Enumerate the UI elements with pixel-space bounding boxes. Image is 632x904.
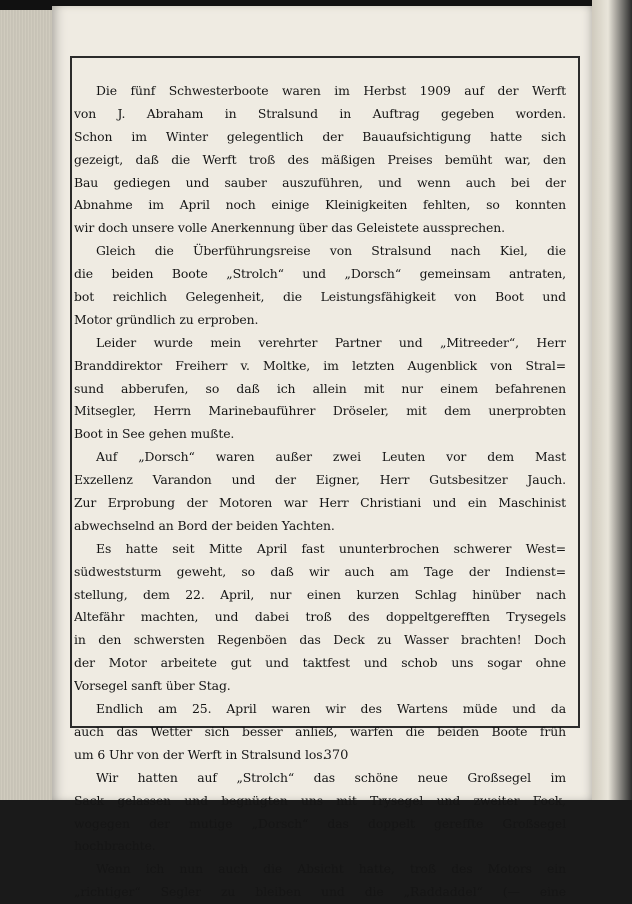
text-line: Auf „Dorsch“ waren außer zwei Leuten vor dem Mast (96, 449, 566, 465)
text-line: Abnahme im April noch einige Kleinigkeiten fehlten, so konnten (74, 197, 566, 213)
text-line: Schon im Winter gelegentlich der Bauaufsichtigung hatte sich (74, 128, 566, 144)
text-line: südweststurm geweht, so daß wir auch am Tage der Indienst= (74, 563, 566, 579)
text-line: Boot in See gehen mußte. (74, 426, 235, 442)
text-line: Gleich die Überführungsreise von Stralsund nach Kiel, die (96, 243, 566, 259)
text-line: bot reichlich Gelegenheit, die Leistungsfähigkeit von Boot und (74, 289, 566, 305)
text-line: Branddirektor Freiherr v. Moltke, im letzten Augenblick von Stral= (74, 357, 566, 373)
text-line: Altefähr machten, und dabei troß des doppeltgerefften Trysegels (74, 609, 566, 625)
body-text (74, 80, 566, 904)
text-line: Vorsegel sanft über Stag. (74, 678, 231, 694)
text-line: wir doch unsere volle Anerkennung über das Geleistete aussprechen. (74, 220, 505, 236)
text-line: von J. Abraham in Stralsund in Auftrag gegeben worden. (74, 105, 566, 121)
text-line: wogegen der mutige „Dorsch“ das doppelt gereffte Großsegel (74, 815, 566, 831)
page-number: 370 (323, 748, 349, 763)
text-line: gezeigt, daß die Werft troß des mäßigen Preises bemüht war, den (74, 151, 566, 167)
text-line: Wenn ich nun auch die Absicht hatte, troß des Motors ein (96, 861, 566, 877)
text-line: Es hatte seit Mitte April fast ununterbrochen schwerer West= (96, 540, 566, 556)
text-line: hochbrachte. (74, 838, 156, 854)
page-edges-left (0, 10, 52, 800)
text-line: Mitsegler, Herrn Marinebauführer Dröseler, mit dem unerprobten (74, 403, 566, 419)
text-line: der Motor arbeitete gut und taktfest und schob uns sogar ohne (74, 655, 566, 671)
text-line: Sack gelassen und begnügten uns mit Trysegel und zweiter Fock, (74, 792, 566, 808)
text-line: Endlich am 25. April waren wir des Wartens müde und da (96, 701, 566, 717)
text-line: Leider wurde mein verehrter Partner und „Mitreeder“, Herr (96, 334, 566, 350)
text-line: Exzellenz Varandon und der Eigner, Herr Gutsbesitzer Jauch. (74, 472, 566, 488)
text-line: Zur Erprobung der Motoren war Herr Christiani und ein Maschinist (74, 495, 566, 511)
text-line: um 6 Uhr von der Werft in Stralsund los. (74, 746, 327, 762)
text-line: Motor gründlich zu erproben. (74, 311, 259, 327)
text-line: sund abberufen, so daß ich allein mit nur einem befahrenen (74, 380, 566, 396)
text-line: stellung, dem 22. April, nur einen kurzen Schlag hinüber nach (74, 586, 566, 602)
text-line: die beiden Boote „Strolch“ und „Dorsch“ gemeinsam antraten, (74, 266, 566, 282)
text-line: auch das Wetter sich besser anließ, warfen die beiden Boote früh (74, 723, 566, 739)
text-line: Wir hatten auf „Strolch“ das schöne neue Großsegel im (96, 769, 566, 785)
text-line: abwechselnd an Bord der beiden Yachten. (74, 517, 335, 533)
text-line: „richtiger“ Segler zu bleiben und die „Raddaddel“ (— eine (74, 884, 566, 900)
text-line: Die fünf Schwesterboote waren im Herbst 1909 auf der Werft (96, 83, 566, 98)
page-edges-right (592, 0, 632, 800)
text-line: Bau gediegen und sauber auszuführen, und wenn auch bei der (74, 174, 566, 190)
text-line: in den schwersten Regenböen das Deck zu Wasser brachten! Doch (74, 632, 566, 648)
